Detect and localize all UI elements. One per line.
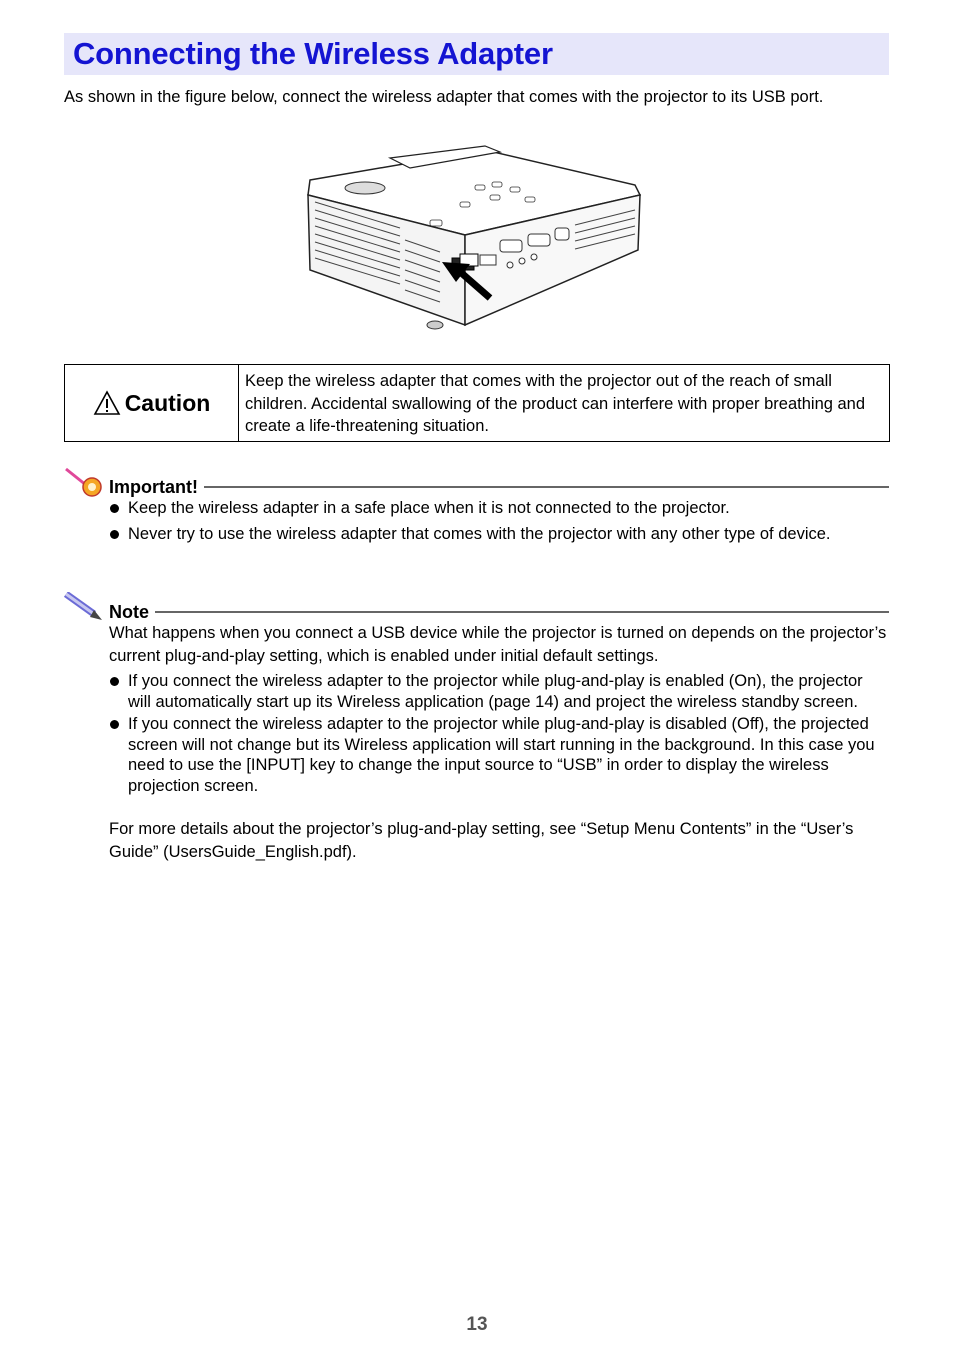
note-label: Note [109,602,155,622]
caution-box [64,364,890,442]
list-item: Never try to use the wireless adapter that comes with the projector with any other type of device. [109,524,889,545]
important-heading [64,467,889,497]
caution-heading: Caution [124,389,211,416]
list-item: If you connect the wireless adapter to the projector while plug-and-play is disabled (Off), the projected screen will not change but its Wireless application will start running in the background. In this case you need to use the [INPUT] key to change the input source to “USB” in order to display the wireless projection screen. [109,714,889,796]
page-number: 13 [466,1314,488,1335]
list-item: If you connect the wireless adapter to the projector while plug-and-play is enabled (On), the projector will automatically start up its Wireless application (page 14) and project the wireless standby screen. [109,671,889,712]
note-outro: For more details about the projector’s plug-and-play setting, see “Setup Menu Contents” in the “User’s Guide” (UsersGuide_English.pdf). [109,820,854,861]
note-list [109,671,889,796]
caution-text: Keep the wireless adapter that comes with the projector out of the reach of small children. Accidental swallowing of the product can interfere with proper breathing and create a life-threatening situation. [245,372,866,435]
warning-triangle-icon [93,390,121,416]
intro-paragraph: As shown in the figure below, connect the wireless adapter that comes with the projector to its USB port. [64,88,824,106]
page-title: Connecting the Wireless Adapter [73,36,553,71]
projector-with-usb-adapter-illustration [300,140,650,340]
note-intro: What happens when you connect a USB device while the projector is turned on depends on the projector’s current plug-and-play setting, which is enabled under initial default settings. [109,624,887,665]
pencil-icon [64,592,106,622]
important-list [109,498,889,544]
caution-label [65,365,239,441]
title-bar [64,33,889,75]
list-item: Keep the wireless adapter in a safe place when it is not connected to the projector. [109,498,889,519]
projector-figure [300,140,650,340]
note-heading [64,592,889,622]
pushpin-icon [64,467,106,497]
important-label: Important! [109,477,204,497]
